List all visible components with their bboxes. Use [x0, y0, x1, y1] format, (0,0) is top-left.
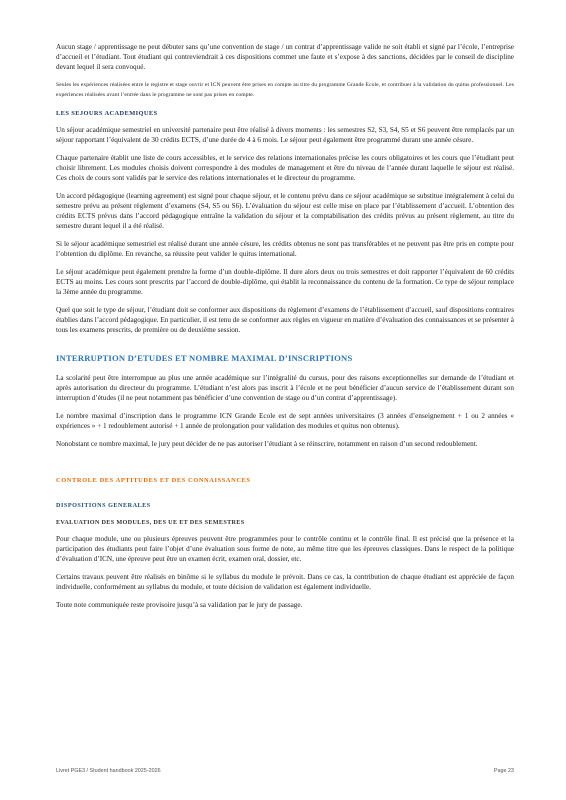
paragraph-note-provisoire: Toute note communiquée reste provisoire jusqu’à sa validation par le jury de passage.: [56, 601, 303, 609]
heading-sejours-academiques: LES SEJOURS ACADEMIQUES: [56, 110, 158, 117]
paragraph-nonobstant: Nonobstant ce nombre maximal, le jury peut décider de ne pas autoriser l’étudiant à se réinscrire, notamment en raison d’un second redoublement.: [56, 440, 478, 448]
paragraph-double-diplome: Le séjour académique peut également prendre la forme d’un double-diplôme. Il dure alors deux ou trois semestres et doit rapporter l’équivalent de 60 crédits ECTS au moins. Les cours sont prescrits par l’accord de double-diplôme, qui établit la reconnaissance du contenu de la formation. Ce type de séjour remplace la 3ème année du programme.: [56, 268, 514, 296]
heading-dispositions-generales: DISPOSITIONS GENERALES: [56, 502, 151, 509]
paragraph-experiences: Seules les expériences réalisées entre le registre et stage ouvrir et ICN peuvent être prises en compte au titre du programme Grande Ecole, et contribuer à la validation du quitus professionnel. Les expériences réalisées avant l’entrée dans le programme ne sont pas prises en compte.: [56, 82, 514, 98]
paragraph-choix-cours: Chaque partenaire établit une liste de cours accessibles, et le service des relations internationales précise les cours obligatoires et les cours que l’étudiant peut choisir librement. Les modules choisis doivent correspondre à des modules de management et être du niveau de l’année durant laquelle le séjour est réalisé. Ces choix de cours sont validés par le service des relations internationales et le directeur du programme.: [56, 154, 514, 182]
paragraph-binome: Certains travaux peuvent être réalisés en binôme si le syllabus du module le prévoit. Dans ce cas, la contribution de chaque étudiant est appréciée de façon individuelle, conformément au syllabus du module, et toute décision de validation est également individuelle.: [56, 573, 514, 591]
paragraph-sejour-semestriel: Un séjour académique semestriel en université partenaire peut être réalisé à divers moments : les semestres S2, S3, S4, S5 et S6 peuvent être remplacés par un séjour rapportant l’équivalent de 30 crédits ECTS, d’une durée de 4 à 6 mois. Le séjour peut également être programmé durant une année césure.: [56, 126, 514, 144]
paragraph-interruption: La scolarité peut être interrompue au plus une année académique sur l’intégralité du cursus, pour des raisons exceptionnelles sur demande de l’étudiant et après autorisation du directeur du programme. L’étudiant n’est alors pas inscrit à l’école et ne peut bénéficier d’aucun service de l’établissement durant son interruption d’études (il ne peut notamment pas bénéficier d’une convention de stage ou d’un contrat d’apprentissage).: [56, 374, 514, 402]
heading-controle-aptitudes: CONTROLE DES APTITUDES ET DES CONNAISSANCES: [56, 477, 251, 484]
paragraph-reglement-accueil: Quel que soit le type de séjour, l’étudiant doit se conformer aux dispositions du règlement d’examens de l’établissement d’accueil, sauf dispositions contraires établies dans l’accord pédagogique. En particulier, il est tenu de se conformer aux règles en vigueur en matière d’évaluation des connaissances et se présenter à tous les examens prescrits, de première ou de deuxième session.: [56, 306, 514, 334]
footer-page-number: Page 23: [493, 768, 514, 774]
page-footer: [56, 768, 514, 774]
paragraph-epreuves: Pour chaque module, une ou plusieurs épreuves peuvent être programmées pour le contrôle continu et le contrôle final. Il est précisé que la présence et la participation des étudiants peut faire l’objet d’une évaluation sous forme de note, au même titre que les épreuves classiques. Dans le respect de la politique d’évaluation d’ICN, une épreuve peut être un examen écrit, examen oral, dossier, etc.: [56, 535, 514, 563]
paragraph-nombre-maximal: Le nombre maximal d’inscription dans le programme ICN Grande Ecole est de sept années universitaires (3 années d’enseignement + 1 ou 2 années « expériences » + 1 redoublement autorisé + 1 année de prolongation pour validation des modules et quitus non obtenus).: [56, 412, 514, 430]
footer-handbook-title: Livret PGE3 / Student handbook 2025-2026: [56, 768, 161, 774]
paragraph-annee-cesure: Si le séjour académique semestriel est réalisé durant une année césure, les crédits obtenus ne sont pas transférables et ne peuvent pas être pris en compte pour l’obtention du diplôme. En revanche, sa réussite peut valider le quitus international.: [56, 240, 514, 258]
heading-evaluation-modules: EVALUATION DES MODULES, DES UE ET DES SEMESTRES: [56, 519, 245, 526]
heading-interruption-etudes: INTERRUPTION D’ETUDES ET NOMBRE MAXIMAL D’INSCRIPTIONS: [56, 353, 353, 363]
document-page: [56, 42, 514, 618]
paragraph-learning-agreement: Un accord pédagogique (learning agreement) est signé pour chaque séjour, et le contenu prévu dans ce séjour académique se substitue intégralement à celui du semestre prévu au présent règlement d’examens (S4, S5 ou S6). L’évaluation du séjour est celle mise en place par l’établissement d’accueil. L’obtention des crédits ECTS prévus dans l’accord pédagogique entraîne la validation du séjour et la comptabilisation des crédits prévus au présent règlement, au titre du semestre durant lequel il a été réalisé.: [56, 192, 514, 230]
paragraph-convention: Aucun stage / apprentissage ne peut débuter sans qu’une convention de stage / un contrat d’apprentissage valide ne soit établi et signé par l’école, l’entreprise d’accueil et l’étudiant. Tout étudiant qui contreviendrait à ces dispositions commet une faute et s’expose à des sanctions, décidées par le conseil de discipline devant lequel il sera convoqué.: [56, 43, 514, 71]
